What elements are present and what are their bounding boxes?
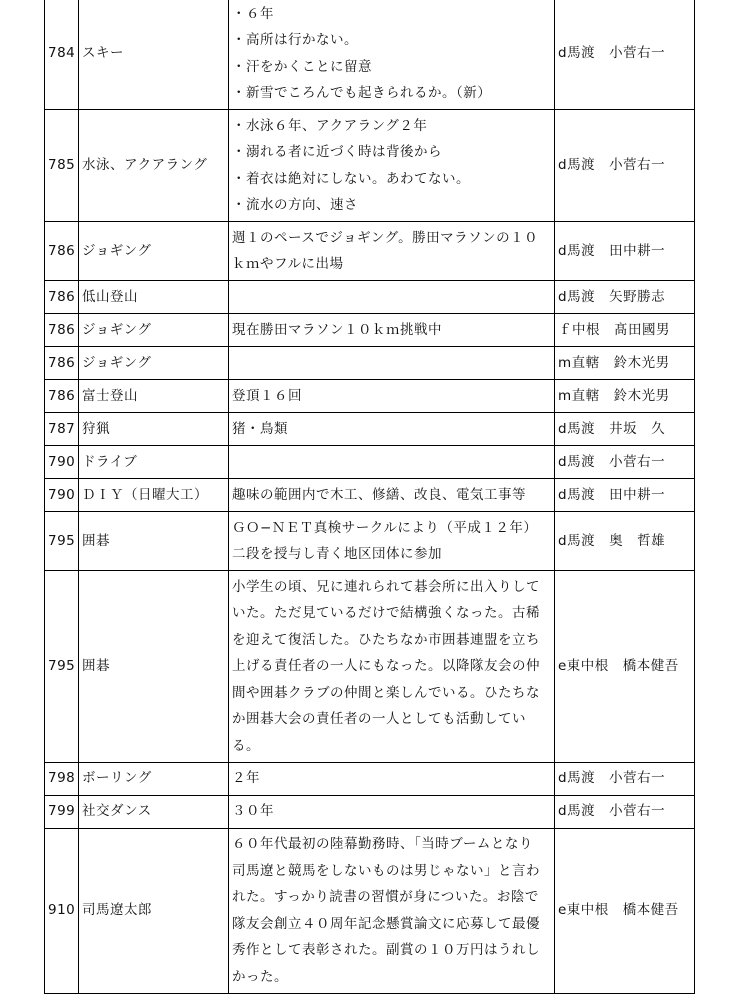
hobby-memo	[229, 571, 555, 763]
table-row	[45, 828, 695, 993]
table-row	[45, 380, 695, 413]
hobby-name: 社交ダンス	[79, 795, 229, 828]
memo-line: いた。ただ見ているだけで結構強くなった。古稀	[232, 605, 540, 621]
hobby-memo	[229, 828, 555, 993]
member-name: m直轄 鈴木光男	[555, 347, 695, 380]
hobby-memo	[229, 795, 555, 828]
table-row	[45, 762, 695, 795]
memo-line: ・汗をかくことに留意	[232, 58, 372, 75]
row-number: 786	[45, 222, 79, 281]
hobby-name: スキー	[79, 0, 229, 110]
hobby-memo	[229, 479, 555, 512]
hobby-memo	[229, 0, 555, 110]
hobby-name: 狩猟	[79, 413, 229, 446]
memo-line: ・高所は行かない。	[232, 32, 358, 48]
hobby-name: ジョギング	[79, 222, 229, 281]
member-name: ｆ中根 髙田國男	[555, 314, 695, 347]
memo-line: ３０年	[232, 803, 274, 820]
hobby-name: ジョギング	[79, 314, 229, 347]
table-row	[45, 281, 695, 314]
row-number: 910	[45, 828, 79, 993]
hobby-memo	[229, 380, 555, 413]
hobby-memo	[229, 413, 555, 446]
memo-line: 週１のペースでジョギング。勝田マラソンの１０	[232, 229, 539, 246]
hobby-memo	[229, 512, 555, 571]
member-name: d馬渡 小菅右一	[555, 762, 695, 795]
hobby-name: 富士登山	[79, 380, 229, 413]
row-number: 790	[45, 446, 79, 479]
member-name: d馬渡 井坂 久	[555, 413, 695, 446]
member-name: d馬渡 小菅右一	[555, 795, 695, 828]
memo-line: か囲碁大会の責任者の一人としても活動してい	[232, 711, 526, 727]
hobby-name: ジョギング	[79, 347, 229, 380]
row-number: 784	[45, 0, 79, 110]
memo-line: ６０年代最初の陸幕勤務時、「当時ブームとなり	[232, 836, 533, 852]
table-row	[45, 571, 695, 763]
row-number: 790	[45, 479, 79, 512]
memo-line: ・着衣は絶対にしない。あわてない。	[232, 170, 470, 187]
hobby-memo	[229, 281, 555, 314]
memo-line: 間や囲碁クラブの仲間と楽しんでいる。ひたちな	[232, 684, 540, 701]
memo-line: ・新雪でころんでも起きられるか。（新）	[232, 85, 492, 101]
memo-line: 猪・鳥類	[232, 420, 288, 437]
hobby-name: ＤＩＹ（日曜大工）	[79, 479, 229, 512]
memo-line: ・流水の方向、速さ	[232, 197, 358, 213]
memo-line: 趣味の範囲内で木工、修繕、改良、電気工事等	[232, 486, 526, 503]
hobby-name: ドライブ	[79, 446, 229, 479]
table-row	[45, 512, 695, 571]
hobby-name: 司馬遼太郎	[79, 828, 229, 993]
row-number: 787	[45, 413, 79, 446]
hobby-memo	[229, 446, 555, 479]
member-name: e東中根 橋本健吾	[555, 571, 695, 763]
row-number: 795	[45, 512, 79, 571]
memo-line: ＧＯ−ＮＥＴ真検サークルにより（平成１２年）	[232, 519, 538, 536]
memo-line: かった。	[232, 968, 288, 985]
memo-line: 上げる責任者の一人にもなった。以降隊友会の仲	[232, 658, 540, 674]
memo-line: 現在勝田マラソン１０ｋｍ挑戦中	[232, 321, 442, 338]
hobby-memo	[229, 314, 555, 347]
memo-line: れた。すっかり読書の習慣が身についた。お陰で	[232, 889, 539, 905]
table-row	[45, 413, 695, 446]
member-name: d馬渡 小菅右一	[555, 110, 695, 222]
hobby-memo	[229, 762, 555, 795]
hobby-memo	[229, 222, 555, 281]
hobby-name: 水泳、アクアラング	[79, 110, 229, 222]
row-number: 786	[45, 314, 79, 347]
table-row	[45, 446, 695, 479]
row-number: 799	[45, 795, 79, 828]
member-name: e東中根 橋本健吾	[555, 828, 695, 993]
row-number: 785	[45, 110, 79, 222]
hobby-table	[44, 0, 695, 994]
hobby-name: 囲碁	[79, 571, 229, 763]
memo-line: ２年	[232, 770, 260, 787]
row-number: 798	[45, 762, 79, 795]
member-name: d馬渡 奥 哲雄	[555, 512, 695, 571]
member-name: d馬渡 田中耕一	[555, 479, 695, 512]
table-row	[45, 110, 695, 222]
memo-line: ・６年	[232, 5, 274, 22]
member-name: d馬渡 田中耕一	[555, 222, 695, 281]
table-row	[45, 314, 695, 347]
member-name: m直轄 鈴木光男	[555, 380, 695, 413]
hobby-memo	[229, 110, 555, 222]
memo-line: 二段を授与し青く地区団体に参加	[232, 546, 442, 562]
row-number: 786	[45, 281, 79, 314]
hobby-memo	[229, 347, 555, 380]
table-row	[45, 479, 695, 512]
memo-line: を迎えて復活した。ひたちなか市囲碁連盟を立ち	[232, 631, 540, 648]
memo-line: 小学生の頃、兄に連れられて碁会所に出入りして	[232, 578, 540, 595]
member-name: d馬渡 矢野勝志	[555, 281, 695, 314]
table-body	[45, 0, 695, 993]
memo-line: 司馬遼と競馬をしないものは男じゃない」と言わ	[232, 862, 540, 879]
row-number: 795	[45, 571, 79, 763]
member-name: d馬渡 小菅右一	[555, 0, 695, 110]
member-name: d馬渡 小菅右一	[555, 446, 695, 479]
memo-line: 登頂１６回	[232, 387, 302, 404]
memo-line: ・溺れる者に近づく時は背後から	[232, 144, 442, 160]
hobby-name: 囲碁	[79, 512, 229, 571]
memo-line: 隊友会創立４０周年記念懸賞論文に応募して最優	[232, 915, 540, 932]
hobby-name: ボーリング	[79, 762, 229, 795]
memo-line: る。	[232, 737, 260, 754]
table-row	[45, 222, 695, 281]
row-number: 786	[45, 380, 79, 413]
memo-line: ・水泳６年、アクアラング２年	[232, 117, 428, 134]
table-row	[45, 795, 695, 828]
memo-line: ｋｍやフルに出場	[232, 256, 344, 272]
table-row	[45, 347, 695, 380]
hobby-name: 低山登山	[79, 281, 229, 314]
memo-line: 秀作として表彰された。副賞の１０万円はうれし	[232, 942, 540, 958]
row-number: 786	[45, 347, 79, 380]
table-row	[45, 0, 695, 110]
